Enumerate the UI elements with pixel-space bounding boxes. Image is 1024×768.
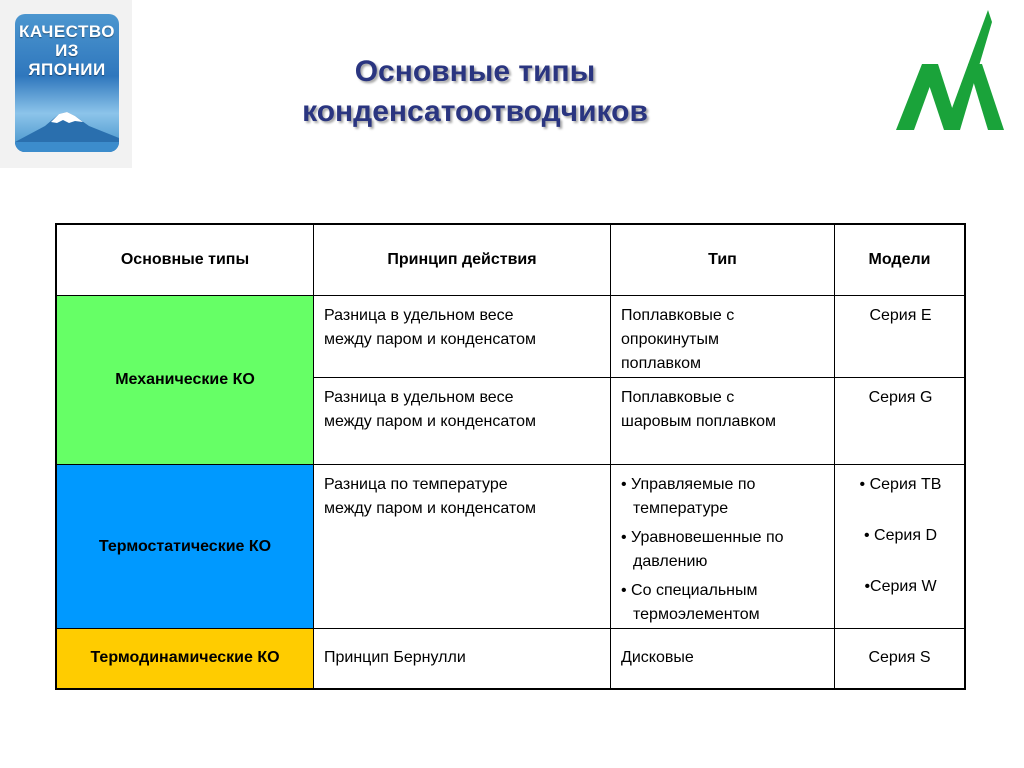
cell-text-line: шаровым поплавком <box>621 413 777 430</box>
category-mechanical: Механические КО <box>56 296 314 465</box>
principle-cell <box>314 465 611 629</box>
cell-text-line: поплавком <box>621 355 702 372</box>
title-line-1: Основные типы <box>354 55 596 88</box>
cell-text-line: Разница в удельном весе <box>324 307 514 324</box>
model-cell <box>835 296 966 378</box>
model-cell <box>835 378 966 465</box>
type-cell <box>611 296 835 378</box>
quality-badge <box>0 0 132 168</box>
cell-text-line: между паром и конденсатом <box>324 413 536 430</box>
model-bullet: •Серия W <box>864 578 937 595</box>
cell-text-line: Дисковые <box>621 649 694 667</box>
model-bullet: • Серия D <box>864 527 937 544</box>
type-bullet: • Уравновешенные по давлению <box>621 529 784 570</box>
cell-text-line: Принцип Бернулли <box>324 649 466 667</box>
steam-trap-types-table <box>55 223 966 690</box>
table-row <box>56 465 965 629</box>
cell-text-line: опрокинутым <box>621 331 719 348</box>
model-text: Серия G <box>868 389 933 406</box>
header-principle: Принцип действия <box>314 224 611 296</box>
badge-line: ЯПОНИИ <box>28 60 106 79</box>
company-logo-icon <box>892 2 1012 147</box>
type-bullet: • Со специальным термоэлементом <box>621 582 760 623</box>
category-thermostatic: Термостатические КО <box>56 465 314 629</box>
principle-cell <box>314 296 611 378</box>
badge-text <box>15 22 119 79</box>
cell-text-line: Поплавковые с <box>621 389 735 406</box>
header-main-types: Основные типы <box>56 224 314 296</box>
type-cell <box>611 378 835 465</box>
principle-cell <box>314 629 611 689</box>
cell-text-line: между паром и конденсатом <box>324 331 536 348</box>
cell-text-line: между паром и конденсатом <box>324 500 536 517</box>
header-models: Модели <box>835 224 966 296</box>
cell-text-line: Поплавковые с <box>621 307 735 324</box>
type-bullet: • Управляемые по температуре <box>621 476 756 517</box>
table-row <box>56 629 965 689</box>
type-cell <box>611 629 835 689</box>
title-line-2: конденсатоотводчиков <box>302 95 648 128</box>
model-cell <box>835 629 966 689</box>
model-text: Серия S <box>868 649 931 667</box>
model-text: Серия E <box>869 307 932 324</box>
type-cell <box>611 465 835 629</box>
page-title <box>250 52 700 132</box>
header-type: Тип <box>611 224 835 296</box>
badge-line: ИЗ <box>55 41 79 60</box>
badge-line: КАЧЕСТВО <box>19 22 115 41</box>
badge-panel <box>15 14 119 152</box>
category-thermodynamic: Термодинамические КО <box>56 629 314 689</box>
table-row <box>56 296 965 378</box>
mount-fuji-icon <box>15 92 119 152</box>
table-header-row <box>56 224 965 296</box>
model-bullet: • Серия TB <box>859 476 942 493</box>
cell-text-line: Разница по температуре <box>324 476 508 493</box>
model-cell <box>835 465 966 629</box>
principle-cell <box>314 378 611 465</box>
cell-text-line: Разница в удельном весе <box>324 389 514 406</box>
